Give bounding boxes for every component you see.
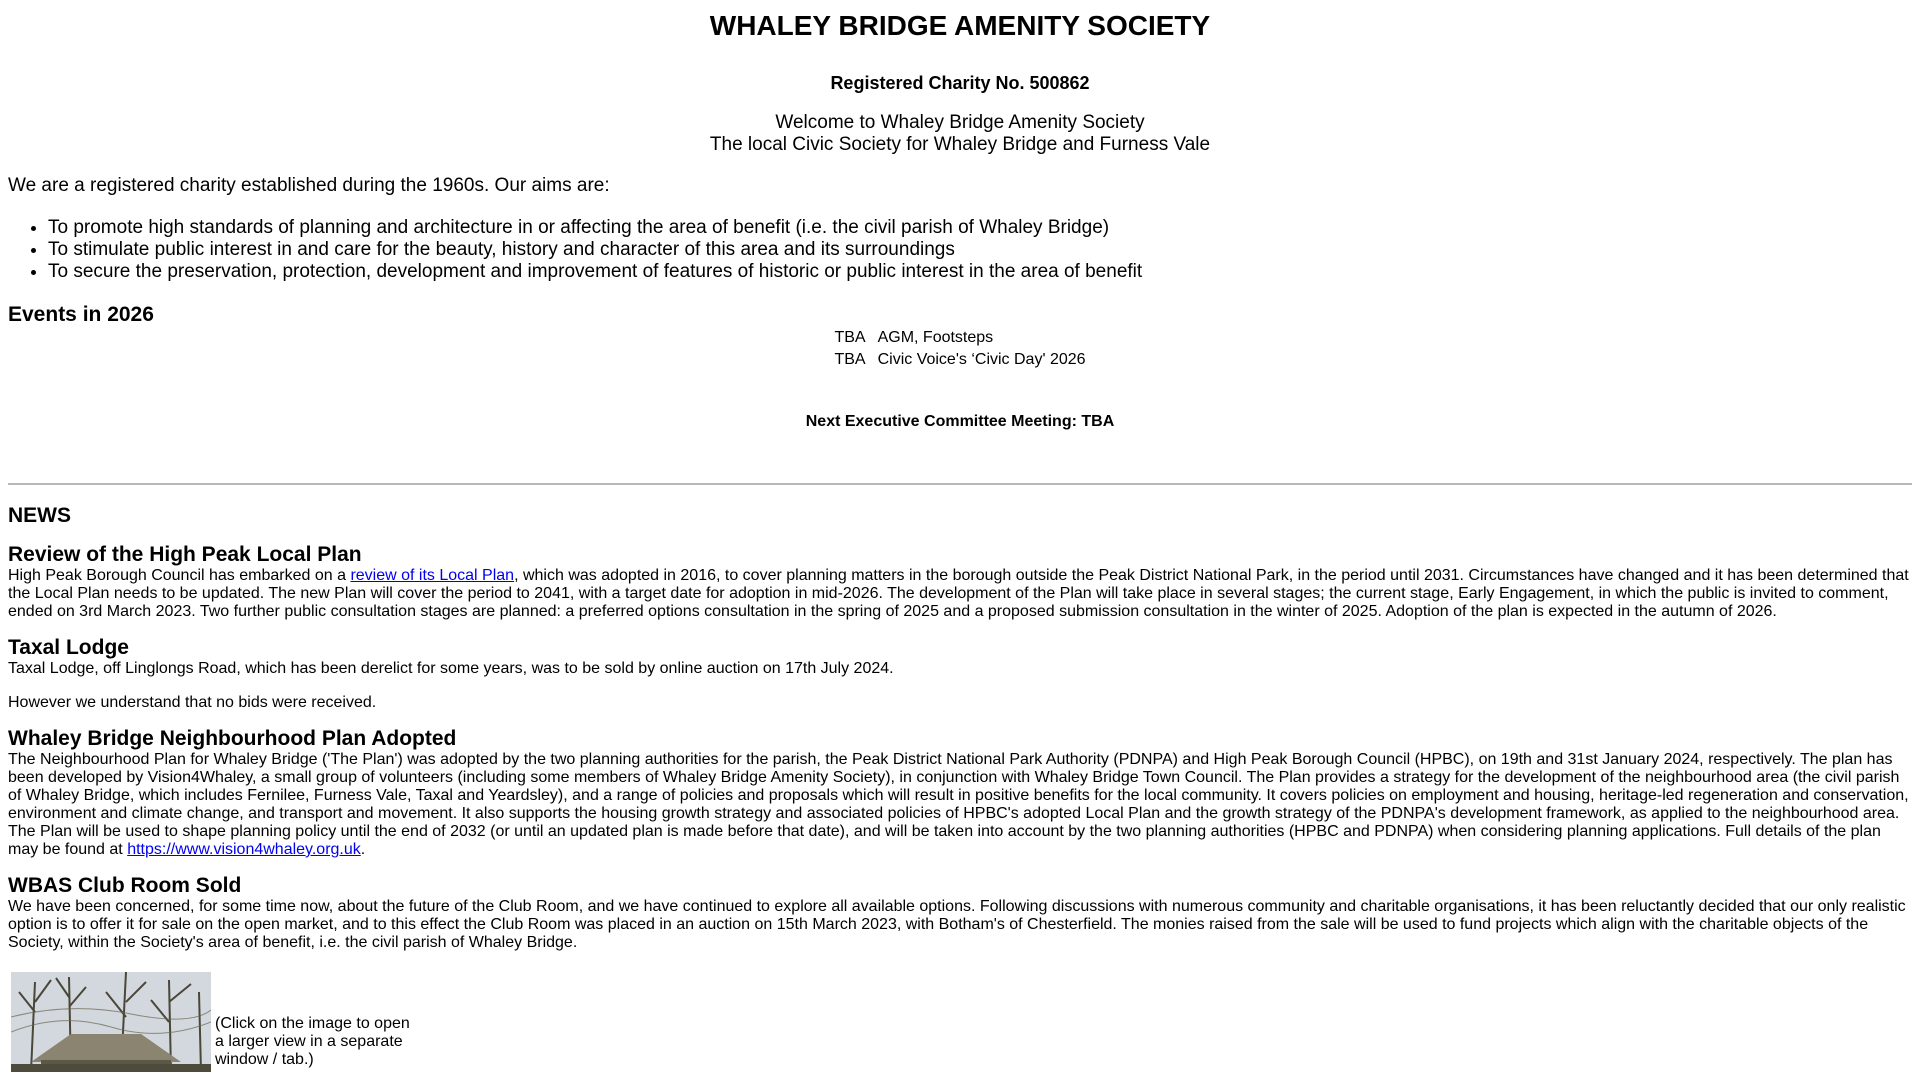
- events-heading: Events in 2026: [8, 303, 154, 326]
- aims-list: [8, 217, 1912, 283]
- charity-number: Registered Charity No. 500862: [830, 73, 1090, 93]
- article-text: The Neighbourhood Plan for Whaley Bridge ('The Plan') was adopted by the two planning authorities for the parish, the Peak District National Park Authority (PDNPA) and High Peak Borough Council (HPBC), on 19th and 31st January 2024, respectively. The plan has been developed by Vision4Whaley, a small group of volunteers (including some members of Whaley Bridge Amenity Society), in conjunction with Whaley Bridge Town Council. The Plan provides a strategy for the development of the neighbourhood area (the civil parish of Whaley Bridge, which includes Fernilee, Furness Vale, Taxal and Yeardsley), and a range of policies and proposals which will result in positive benefits for the local community. It covers policies on employment and housing, heritage-led regeneration and conservation, environment and climate change, and transport and movement. It also supports the housing growth strategy and associated policies of HPBC's adopted Local Plan and the growth strategy of the PDNPA's development framework, as applied to the neighbourhood area. The Plan will be used to shape planning policy until the end of 2032 (or until an updated plan is made before that date), and will be taken into account by the two planning authorities (HPBC and PDNPA) when considering planning applications. Full details of the plan may be found at: [8, 751, 1909, 858]
- event-row: [828, 349, 1091, 371]
- article-title: Taxal Lodge: [8, 636, 129, 659]
- article-text: .: [360, 841, 366, 858]
- intro-text: We are a registered charity established during the 1960s. Our aims are:: [8, 175, 610, 196]
- club-room-photo[interactable]: [11, 972, 211, 1072]
- news-article-neighbourhood-plan: [8, 727, 1912, 859]
- aim-item: • To secure the preservation, protection, development and improvement of features of historic or public interest in the area of benefit: [48, 261, 1912, 283]
- aim-item: • To stimulate public interest in and care for the beauty, history and character of this area and its surroundings: [48, 239, 1912, 261]
- welcome-block: [8, 112, 1912, 156]
- event-date: TBA: [834, 329, 866, 346]
- news-article-club-room: [8, 874, 1912, 1072]
- article-text: , which was adopted in 2016, to cover planning matters in the borough outside the Peak District National Park, in the period until 2031. Circumstances have changed and it has been determined that the Local Plan needs to be updated. The new Plan will cover the period to 2041, with a target date for adoption in mid-2026. The development of the Plan will take place in several stages; the current stage, Early Engagement, in which the public is invited to comment, ended on 3rd March 2023. Two further public consultation stages are planned: a preferred options consultation in the spring of 2025 and a proposed submission consultation in the winter of 2025. Adoption of the plan is expected in the autumn of 2026.: [8, 567, 1909, 620]
- event-row: [828, 327, 1091, 349]
- divider: [8, 483, 1912, 485]
- aim-item: • To promote high standards of planning and architecture in or affecting the area of benefit (i.e. the civil parish of Whaley Bridge): [48, 217, 1912, 239]
- club-room-image-row: [11, 972, 1912, 1072]
- event-title: Civic Voice's ‘Civic Day' 2026: [877, 351, 1086, 368]
- news-article-taxal-lodge: [8, 636, 1912, 712]
- site-title: WHALEY BRIDGE AMENITY SOCIETY: [709, 10, 1211, 41]
- news-heading: NEWS: [8, 504, 71, 527]
- vision4whaley-link[interactable]: https://www.vision4whaley.org.uk: [127, 841, 361, 858]
- article-title: Review of the High Peak Local Plan: [8, 543, 362, 566]
- article-text: High Peak Borough Council has embarked on a: [8, 567, 351, 584]
- club-room-photo-art: [11, 972, 211, 1072]
- article-body: [8, 567, 1912, 621]
- page: [0, 10, 1920, 1072]
- article-title: Whaley Bridge Neighbourhood Plan Adopted: [8, 727, 457, 750]
- image-caption: (Click on the image to open a larger view in a separate window / tab.): [215, 1015, 410, 1068]
- events-table: [828, 327, 1091, 371]
- article-body: Taxal Lodge, off Linglongs Road, which has been derelict for some years, was to be sold by online auction on 17th July 2024.: [8, 660, 894, 677]
- event-date: TBA: [834, 351, 866, 368]
- news-article-local-plan: [8, 543, 1912, 621]
- article-body: [8, 751, 1912, 859]
- article-title: WBAS Club Room Sold: [8, 874, 242, 897]
- local-plan-review-link[interactable]: review of its Local Plan: [350, 567, 515, 584]
- article-body: However we understand that no bids were received.: [8, 694, 377, 711]
- event-title: AGM, Footsteps: [877, 329, 994, 346]
- tagline: The local Civic Society for Whaley Bridge and Furness Vale: [709, 134, 1211, 155]
- welcome-line: Welcome to Whaley Bridge Amenity Society: [775, 112, 1145, 133]
- article-body: We have been concerned, for some time now, about the future of the Club Room, and we have continued to explore all available options. Following discussions with numerous community and charitable organisations, it has been reluctantly decided that our only realistic option is to offer it for sale on the open market, and to this effect the Club Room was placed in an auction on 15th March 2023, with Botham's of Chesterfield. The monies raised from the sale will be used to fund projects which align with the charitable objects of the Society, within the Society's area of benefit, i.e. the civil parish of Whaley Bridge.: [8, 898, 1906, 951]
- next-meeting: Next Executive Committee Meeting: TBA: [805, 413, 1115, 430]
